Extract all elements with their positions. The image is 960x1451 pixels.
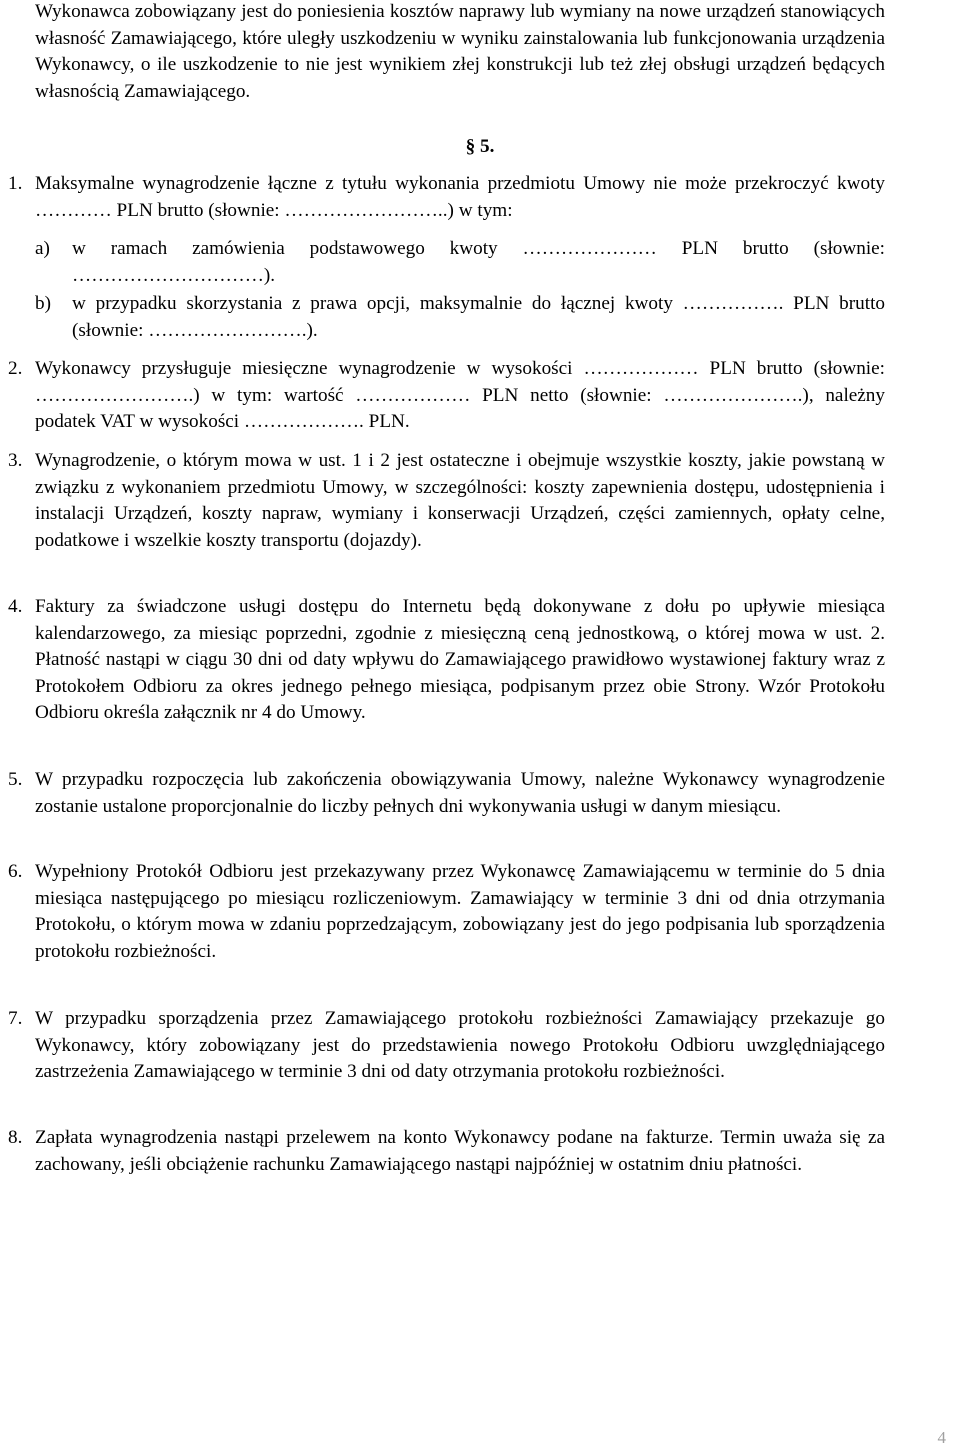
list-item-3 xyxy=(0,448,885,554)
item-text: W przypadku rozpoczęcia lub zakończenia obowiązywania Umowy, należne Wykonawcy wynagrodzenie zostanie ustalone proporcjonalnie do liczby pełnych dni wykonywania usługi w danym miesiącu. xyxy=(35,769,885,817)
sub-item-letter: b) xyxy=(35,293,51,314)
page-number: 4 xyxy=(937,1428,946,1447)
sub-item-text: w przypadku skorzystania z prawa opcji, maksymalnie do łącznej kwoty ……………. PLN brutto (słownie: …………………….). xyxy=(72,293,885,341)
sub-item-text: w ramach zamówienia podstawowego kwoty ………………… PLN brutto (słownie: …………………………). xyxy=(72,238,885,286)
list-item-4 xyxy=(0,594,885,727)
item-text: Zapłata wynagrodzenia nastąpi przelewem na konto Wykonawcy podane na fakturze. Termin uważa się za zachowany, jeśli obciążenie rachunku Zamawiającego nastąpi najpóźniej w ostatnim dniu płatności. xyxy=(35,1127,885,1175)
item-number: 1. xyxy=(8,173,23,194)
item-number: 3. xyxy=(8,450,23,471)
list-item-6 xyxy=(0,859,885,965)
item-number: 5. xyxy=(8,769,23,790)
item-number: 8. xyxy=(8,1127,23,1148)
intro-paragraph: Wykonawca zobowiązany jest do poniesienia kosztów naprawy lub wymiany na nowe urządzeń stanowiących własność Zamawiającego, które uległy uszkodzeniu w wyniku zainstalowania lub funkcjonowania urządzenia Wykonawcy, o ile uszkodzenie to nie jest wynikiem złej konstrukcji lub też złej obsługi urządzeń będących własnością Zamawiającego. xyxy=(35,1,885,102)
sub-item-letter: a) xyxy=(35,238,50,259)
list-item-1 xyxy=(0,171,885,224)
item-text: Wynagrodzenie, o którym mowa w ust. 1 i 2 jest ostateczne i obejmuje wszystkie koszty, jakie powstaną w związku z wykonaniem przedmiotu Umowy, w szczególności: koszty zapewnienia dostępu, udostępnienia i instalacji Urządzeń, koszty napraw, wymiany i konserwacji Urządzeń, części zamiennych, opłaty celne, podatkowe i wszelkie koszty transportu (dojazdy). xyxy=(35,450,885,551)
sub-item-a xyxy=(35,236,885,289)
list-item-5 xyxy=(0,767,885,820)
item-text: Maksymalne wynagrodzenie łączne z tytułu wykonania przedmiotu Umowy nie może przekroczyć kwoty ………… PLN brutto (słownie: ……………………..) w tym: xyxy=(35,173,885,221)
item-text: W przypadku sporządzenia przez Zamawiającego protokołu rozbieżności Zamawiający przekazuje go Wykonawcy, który zobowiązany jest do przedstawienia nowego Protokołu Odbioru uwzględniającego zastrzeżenia Zamawiającego w terminie 3 dni od daty otrzymania protokołu rozbieżności. xyxy=(35,1008,885,1083)
sub-item-b xyxy=(35,291,885,344)
item-number: 6. xyxy=(8,861,23,882)
item-number: 7. xyxy=(8,1008,23,1029)
item-text: Wypełniony Protokół Odbioru jest przekazywany przez Wykonawcę Zamawiającemu w terminie do 5 dnia miesiąca następującego po miesiącu rozliczeniowym. Zamawiający w terminie 3 dni od dnia otrzymania Protokołu, o którym mowa w zdaniu poprzedzającym, zobowiązany jest do jego podpisania lub sporządzenia protokołu rozbieżności. xyxy=(35,861,885,962)
item-text: Wykonawcy przysługuje miesięczne wynagrodzenie w wysokości ……………… PLN brutto (słownie: …………………….) w tym: wartość ……………… PLN netto (słownie: ………………….), należny podatek VAT w wysokości ………………. PLN. xyxy=(35,358,885,433)
list-item-8 xyxy=(0,1125,885,1178)
item-number: 4. xyxy=(8,596,23,617)
section-heading: § 5. xyxy=(465,136,495,157)
item-number: 2. xyxy=(8,358,23,379)
list-item-2 xyxy=(0,356,885,436)
list-item-7 xyxy=(0,1006,885,1086)
item-text: Faktury za świadczone usługi dostępu do Internetu będą dokonywane z dołu po upływie miesiąca kalendarzowego, za miesiąc poprzedni, zgodnie z miesięczną ceną jednostkową, o której mowa w ust. 2. Płatność nastąpi w ciągu 30 dni od daty wpływu do Zamawiającego prawidłowo wystawionej faktury wraz z Protokołem Odbioru za okres jednego pełnego miesiąca, podpisanym przez obie Strony. Wzór Protokołu Odbioru określa załącznik nr 4 do Umowy. xyxy=(35,596,885,724)
